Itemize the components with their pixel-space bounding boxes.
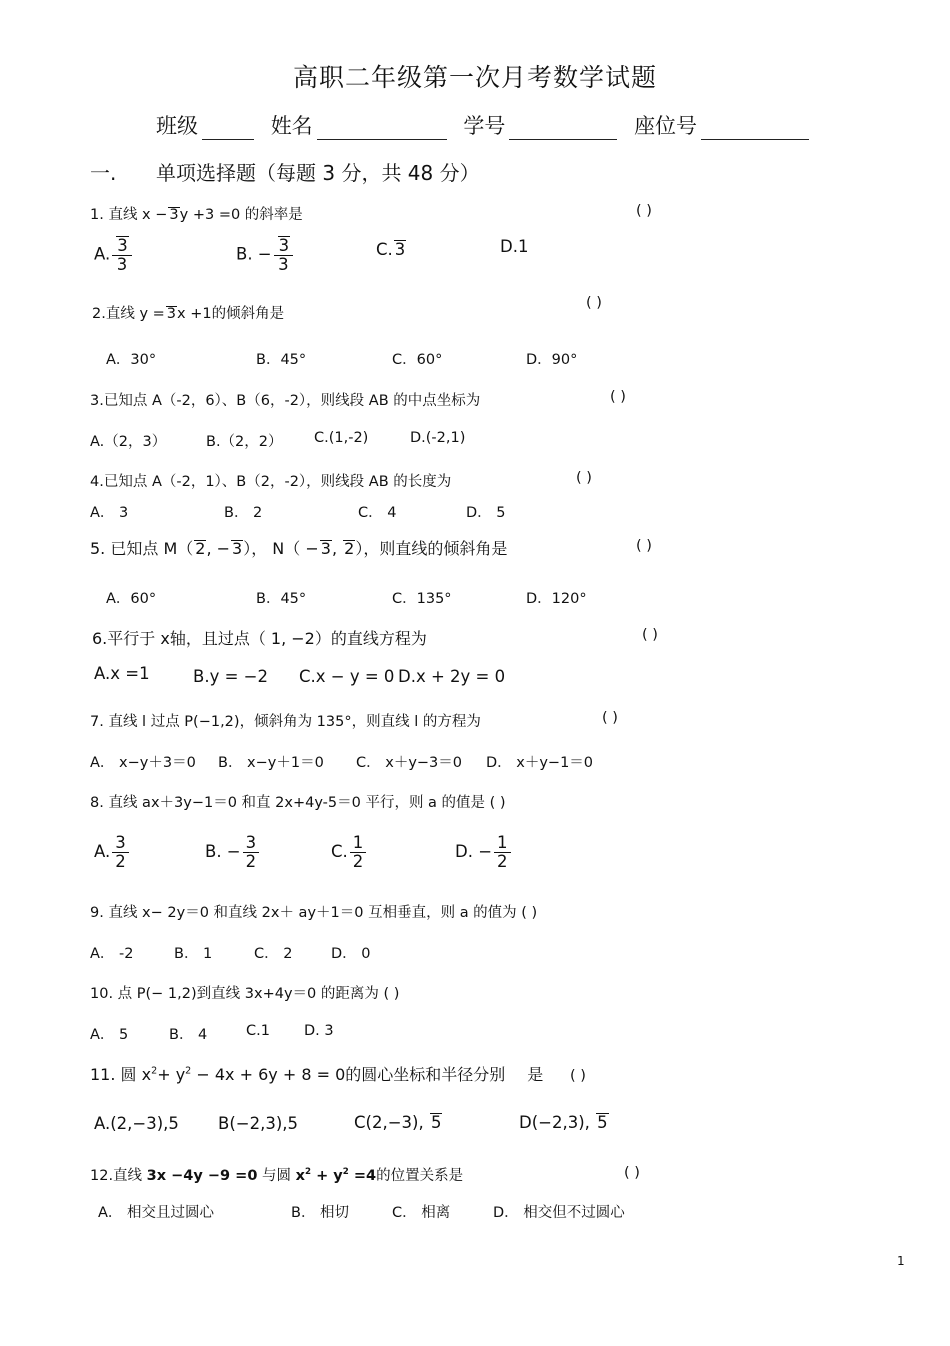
option-11a: A.(2,−3),5 xyxy=(94,1114,179,1133)
answer-paren-12: ( ) xyxy=(624,1165,640,1181)
question-11: 11. 圆 $x^2+ y^2 - 4x + 6y + 8 = 0$的圆心坐标和半径分别 是 xyxy=(90,1065,544,1084)
question-7: 7. 直线 l 过点 P(−1,2)，倾斜角为 135°，则直线 l 的方程为 xyxy=(90,714,481,730)
option-6b: B.y = −2 xyxy=(193,667,268,686)
option-5d: D．120° xyxy=(526,591,587,607)
question-1: 1. 直线 x − 3y +3 =0 的斜率是 xyxy=(90,207,303,223)
class-label: 班级 xyxy=(156,114,198,138)
option-9a: A． -2 xyxy=(90,946,134,962)
answer-paren-4: ( ) xyxy=(576,470,592,486)
option-5c: C．135° xyxy=(392,591,452,607)
question-6: 6.平行于 x轴，且过点（ 1, −2）的直线方程为 xyxy=(92,629,427,648)
option-9b: B． 1 xyxy=(174,946,213,962)
option-4b: B． 2 xyxy=(224,505,263,521)
option-10b: B． 4 xyxy=(169,1027,208,1043)
option-7a: A． x−y＋3＝0 xyxy=(90,755,196,771)
question-12: 12.直线 3x −4y −9 =0 与圆 $x^2 + y^2 =4$的位置关系是 xyxy=(90,1167,464,1184)
option-3b: B.（2，2） xyxy=(206,434,283,450)
option-12a: A． 相交且过圆心 xyxy=(98,1205,215,1221)
option-11b: B(−2,3),5 xyxy=(218,1114,299,1133)
page-number: 1 xyxy=(897,1254,905,1268)
answer-paren-3: ( ) xyxy=(610,389,626,405)
option-7c: C． x＋y−3＝0 xyxy=(356,755,462,771)
answer-paren-1: ( ) xyxy=(636,203,652,219)
option-9c: C． 2 xyxy=(254,946,293,962)
question-8: 8. 直线 ax＋3y−1＝0 和直 2x+4y-5＝0 平行，则 a 的值是 ( ) xyxy=(90,795,506,811)
option-7d: D． x＋y−1＝0 xyxy=(486,755,594,771)
option-6c: C.x − y = 0 xyxy=(299,667,395,686)
id-label: 学号 xyxy=(463,114,506,138)
option-12c: C． 相离 xyxy=(392,1205,451,1221)
option-10d: D. 3 xyxy=(304,1023,334,1039)
option-1d: D.1 xyxy=(500,237,529,256)
question-2: 2.直线 y = 3x +1的倾斜角是 xyxy=(92,306,285,322)
option-2d: D．90° xyxy=(526,352,578,368)
option-3a: A.（2，3） xyxy=(90,434,167,450)
option-8b: B. − $\frac{3}{2}$ xyxy=(205,834,261,871)
id-blank xyxy=(509,117,617,140)
name-blank xyxy=(317,117,447,140)
seat-blank xyxy=(701,117,809,140)
question-4: 4.已知点 A（-2，1）、B（2，-2），则线段 AB 的长度为 xyxy=(90,474,452,490)
option-8d: D. − $\frac{1}{2}$ xyxy=(455,834,513,871)
page-title: 高职二年级第一次月考数学试题 xyxy=(292,63,657,92)
info-line xyxy=(156,110,809,140)
option-3d: D.(-2,1) xyxy=(410,430,466,446)
class-blank xyxy=(202,117,254,140)
answer-paren-2: ( ) xyxy=(586,295,602,311)
option-11c: C(2,−3), 5 xyxy=(354,1113,442,1132)
option-9d: D． 0 xyxy=(331,946,371,962)
option-1b: B. − $\frac{3}{3}$ xyxy=(236,236,295,274)
question-5: 5. 已知点 M（ 2, − 3）， N（ − 3, 2），则直线的倾斜角是 xyxy=(90,539,508,558)
option-6d: D.x + 2y = 0 xyxy=(398,667,506,686)
option-5b: B．45° xyxy=(256,591,307,607)
option-7b: B． x−y＋1＝0 xyxy=(218,755,324,771)
option-1c: C. 3 xyxy=(376,240,406,259)
answer-paren-6: ( ) xyxy=(642,627,658,643)
option-8c: C. $\frac{1}{2}$ xyxy=(331,834,368,871)
option-12b: B． 相切 xyxy=(291,1205,350,1221)
question-3: 3.已知点 A（-2，6）、B（6，-2），则线段 AB 的中点坐标为 xyxy=(90,393,481,409)
option-4d: D． 5 xyxy=(466,505,506,521)
answer-paren-5: ( ) xyxy=(636,538,652,554)
option-10a: A． 5 xyxy=(90,1027,129,1043)
option-5a: A．60° xyxy=(106,591,157,607)
option-4a: A． 3 xyxy=(90,505,129,521)
option-6a: A.x =1 xyxy=(94,664,150,683)
option-4c: C． 4 xyxy=(358,505,397,521)
option-12d: D． 相交但不过圆心 xyxy=(493,1205,625,1221)
seat-label: 座位号 xyxy=(634,114,698,138)
option-1a: A. $\frac{3}{3}$ xyxy=(94,236,134,274)
answer-paren-7: ( ) xyxy=(602,710,618,726)
option-11d: D(−2,3), 5 xyxy=(519,1113,608,1132)
option-2a: A．30° xyxy=(106,352,157,368)
answer-paren-11: ( ) xyxy=(570,1068,586,1084)
option-3c: C.(1,-2) xyxy=(314,430,369,446)
section-number: 一. xyxy=(90,161,117,185)
question-10: 10. 点 P(− 1,2)到直线 3x+4y＝0 的距离为 ( ) xyxy=(90,986,400,1002)
option-2c: C．60° xyxy=(392,352,443,368)
name-label: 姓名 xyxy=(270,114,313,138)
question-9: 9. 直线 x− 2y＝0 和直线 2x＋ ay＋1＝0 互相垂直，则 a 的值为 ( ) xyxy=(90,905,538,921)
option-8a: A. $\frac{3}{2}$ xyxy=(94,834,131,871)
option-10c: C.1 xyxy=(246,1023,270,1039)
section-heading: 单项选择题（每题 3 分，共 48 分） xyxy=(156,161,480,185)
option-2b: B．45° xyxy=(256,352,307,368)
